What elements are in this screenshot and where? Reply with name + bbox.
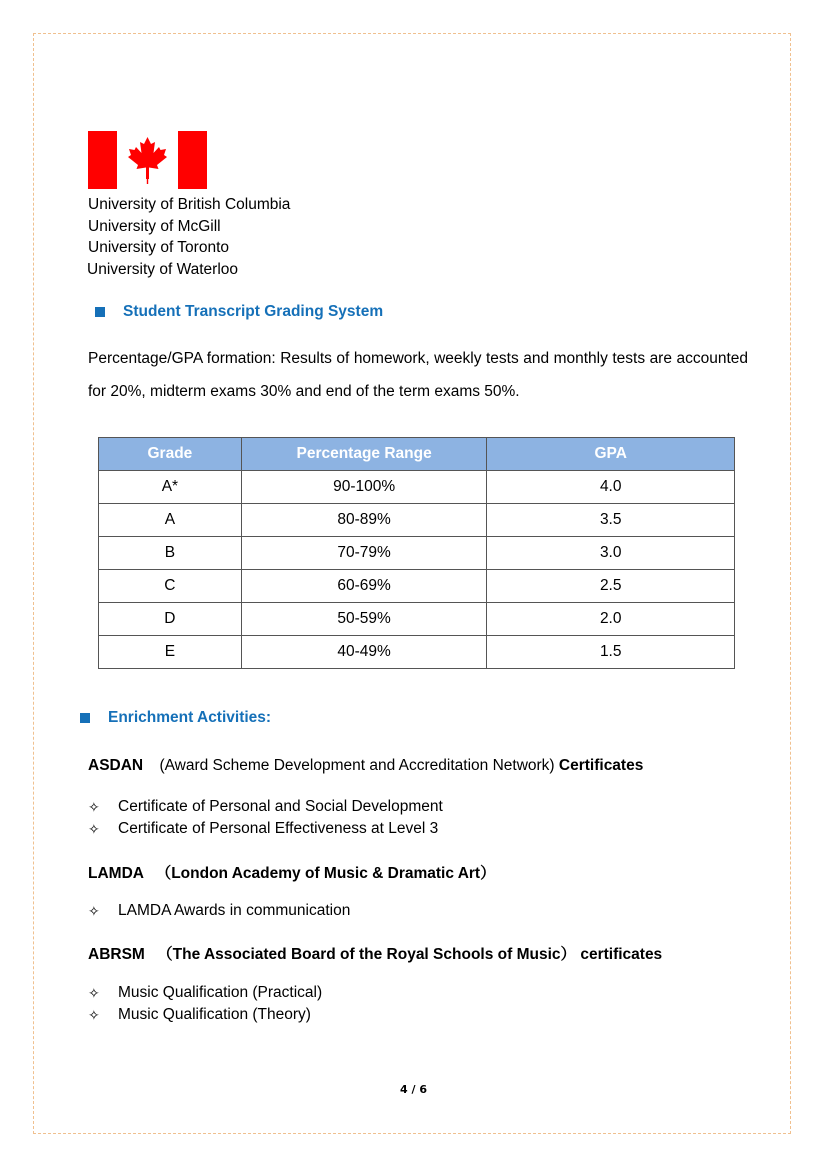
program-full-name: （The Associated Board of the Royal Schools of Music） <box>157 946 577 963</box>
column-header: Percentage Range <box>241 438 487 471</box>
table-row <box>99 504 735 537</box>
list-item-text: Certificate of Personal and Social Development <box>118 798 443 815</box>
program-full-name: (Award Scheme Development and Accreditation Network) <box>159 757 555 774</box>
abrsm-heading <box>88 942 662 964</box>
grading-description: Percentage/GPA formation: Results of homework, weekly tests and monthly tests are accounted for 20%, midterm exams 30% and end of the term exams 50%. <box>88 350 748 400</box>
grading-section-heading <box>95 303 383 321</box>
university-name: University of Toronto <box>88 239 229 257</box>
grade-cell: C <box>99 570 242 603</box>
gpa-cell: 2.0 <box>487 603 735 636</box>
program-suffix: certificates <box>580 946 663 963</box>
list-item-text: Music Qualification (Practical) <box>118 984 323 1001</box>
range-cell: 90-100% <box>241 471 487 504</box>
list-item <box>88 982 322 1004</box>
list-item <box>88 900 350 922</box>
asdan-list <box>88 796 443 840</box>
program-abbr: LAMDA <box>88 865 144 882</box>
range-cell: 50-59% <box>241 603 487 636</box>
gpa-cell: 4.0 <box>487 471 735 504</box>
lamda-heading <box>88 861 496 883</box>
four-point-star-icon: ✧ <box>88 821 100 837</box>
grade-cell: B <box>99 537 242 570</box>
table-row <box>99 636 735 669</box>
list-item <box>88 1004 322 1026</box>
grade-cell: A <box>99 504 242 537</box>
university-list <box>88 194 290 281</box>
gpa-cell: 1.5 <box>487 636 735 669</box>
program-abbr: ASDAN <box>88 757 144 774</box>
table-row <box>99 570 735 603</box>
section-title: Enrichment Activities: <box>108 709 272 726</box>
column-header: GPA <box>487 438 735 471</box>
lamda-list <box>88 900 350 922</box>
program-suffix: Certificates <box>558 757 644 774</box>
program-full-name: （London Academy of Music & Dramatic Art） <box>155 865 496 882</box>
four-point-star-icon: ✧ <box>88 799 100 815</box>
list-item-text: Music Qualification (Theory) <box>118 1006 311 1023</box>
square-bullet-icon <box>95 307 105 317</box>
gpa-cell: 3.0 <box>487 537 735 570</box>
table-row <box>99 603 735 636</box>
range-cell: 60-69% <box>241 570 487 603</box>
grade-cell: E <box>99 636 242 669</box>
canada-flag-icon <box>88 131 207 189</box>
abrsm-list <box>88 982 322 1026</box>
table-row <box>99 537 735 570</box>
university-name: University of McGill <box>88 217 221 235</box>
four-point-star-icon: ✧ <box>88 1007 100 1023</box>
university-name: University of British Columbia <box>88 196 291 213</box>
page-number: 4 / 6 <box>400 1083 427 1096</box>
enrichment-section-heading <box>80 709 271 727</box>
table-header-row <box>99 438 735 471</box>
square-bullet-icon <box>80 713 90 723</box>
program-abbr: ABRSM <box>88 946 145 963</box>
range-cell: 70-79% <box>241 537 487 570</box>
grade-cell: D <box>99 603 242 636</box>
list-item-text: LAMDA Awards in communication <box>118 902 351 919</box>
list-item <box>88 796 443 818</box>
asdan-heading <box>88 757 643 775</box>
grade-table <box>98 437 735 669</box>
table-row <box>99 471 735 504</box>
four-point-star-icon: ✧ <box>88 985 100 1001</box>
gpa-cell: 2.5 <box>487 570 735 603</box>
list-item <box>88 818 443 840</box>
grade-cell: A* <box>99 471 242 504</box>
list-item-text: Certificate of Personal Effectiveness at Level 3 <box>118 820 439 837</box>
column-header: Grade <box>99 438 242 471</box>
four-point-star-icon: ✧ <box>88 903 100 919</box>
gpa-cell: 3.5 <box>487 504 735 537</box>
section-title: Student Transcript Grading System <box>123 303 384 320</box>
university-name: University of Waterloo <box>87 261 239 279</box>
range-cell: 40-49% <box>241 636 487 669</box>
range-cell: 80-89% <box>241 504 487 537</box>
